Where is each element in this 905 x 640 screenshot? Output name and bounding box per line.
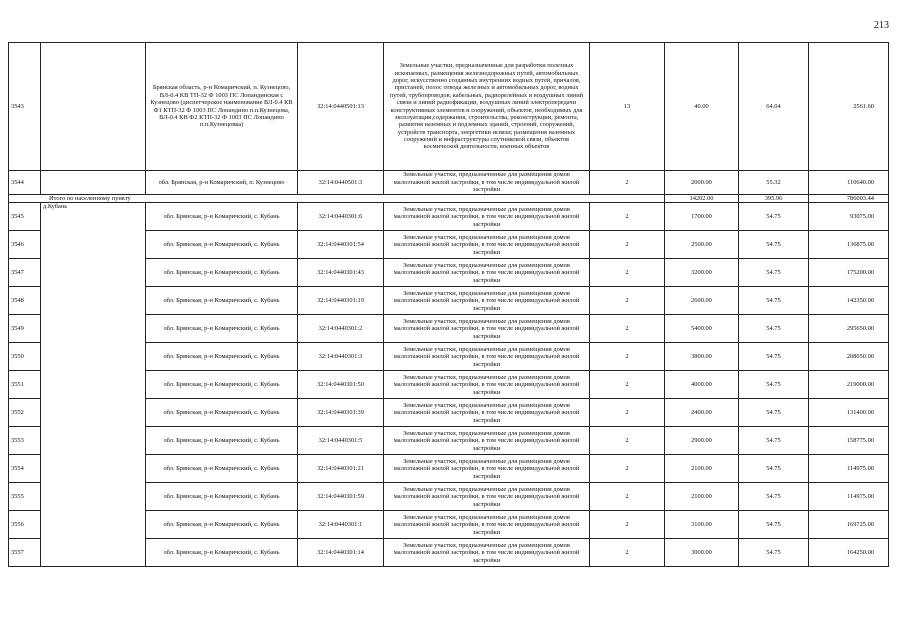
row-number: 3553: [9, 427, 41, 455]
area-cell: 3000.00: [665, 539, 739, 567]
cadastral-number-cell: 32:14:0440301:54: [298, 231, 384, 259]
address-cell: обл. Брянская, р-н Комаричский, п. Кузнецово: [146, 171, 298, 195]
row-number: 3545: [9, 203, 41, 231]
cadastral-number-cell: 32:14:0440301:21: [298, 455, 384, 483]
rate-cell: 54.75: [739, 455, 809, 483]
address-cell: Брянская область, р-н Комаричский, п. Кузнецово, ВЛ-0.4 КВ ТП-32 Ф 1003 ПС Лопандинская с Кузнецово (диспетчерское наименование ВЛ-0.4 КВ Ф1 КТП-32 Ф 1003 ПС Лопандино п.п.Кузнецова, ВЛ-0.4 КВ Ф2 КТП-32 Ф 1003 ПС Лопандино п.п.Кузнецовка): [146, 43, 298, 171]
table-row: [9, 171, 889, 195]
area-cell: 2100.00: [665, 455, 739, 483]
rate-cell: 54.75: [739, 231, 809, 259]
category-code-cell: 2: [590, 511, 665, 539]
row-number: 3555: [9, 483, 41, 511]
area-cell: 40.00: [665, 43, 739, 171]
row-number: 3550: [9, 343, 41, 371]
category-code-cell: 2: [590, 371, 665, 399]
address-cell: обл. Брянская, р-н Комаричский, с. Кубань: [146, 455, 298, 483]
rate-cell: 54.75: [739, 399, 809, 427]
cadastral-number-cell: 32:14:0440301:59: [298, 483, 384, 511]
cadastral-number-cell: 32:14:0440301:39: [298, 399, 384, 427]
cadastral-number-cell: 32:14:0440501:3: [298, 171, 384, 195]
cadastral-number-cell: 32:14:0440301:43: [298, 259, 384, 287]
page-number: 213: [874, 20, 889, 31]
row-number: 3546: [9, 231, 41, 259]
land-purpose-cell: Земельные участки, предназначенные для размещения домов малоэтажной жилой застройки, в том числе индивидуальной жилой застройки: [384, 203, 590, 231]
row-number: 3548: [9, 287, 41, 315]
land-purpose-cell: Земельные участки, предназначенные для размещения домов малоэтажной жилой застройки, в том числе индивидуальной жилой застройки: [384, 399, 590, 427]
rate-cell: 54.75: [739, 203, 809, 231]
address-cell: обл. Брянская, р-н Комаричский, с. Кубань: [146, 539, 298, 567]
cadastral-number-cell: 32:14:0440301:50: [298, 371, 384, 399]
land-purpose-cell: Земельные участки, предназначенные для разработки полезных ископаемых, размещения железнодорожных путей, автомобильных дорог, искусственно созданных внутренних водных путей, причалов, пристаней, полос отвода железных и автомобильных дорог, водных путей, трубопроводов, кабельных, радиорелейных и воздушных линий связи и линий радиофикации, воздушных линий электропередачи конструктивных элементов и сооружений, объектов, необходимых для эксплуатации,содержания, строительства, реконструкции, ремонта, развития наземных и подземных зданий, строений, сооружений, устройств транспорта, энергетики исвязи; размещения наземных сооружений и инфраструктуры спутниковой связи, объектов космической деятельности, военных объектов: [384, 43, 590, 171]
category-code-cell: 2: [590, 171, 665, 195]
land-purpose-cell: Земельные участки, предназначенные для размещения домов малоэтажной жилой застройки, в том числе индивидуальной жилой застройки: [384, 259, 590, 287]
land-purpose-cell: Земельные участки, предназначенные для размещения домов малоэтажной жилой застройки, в том числе индивидуальной жилой застройки: [384, 539, 590, 567]
table-row: [9, 203, 889, 231]
cadastral-value-cell: 2561.60: [809, 43, 889, 171]
cadastral-number-cell: 32:14:0440301:6: [298, 203, 384, 231]
cadastral-value-cell: 169725.00: [809, 511, 889, 539]
row-number: 3556: [9, 511, 41, 539]
category-code-cell: 2: [590, 455, 665, 483]
category-code-cell: 2: [590, 315, 665, 343]
cadastral-number-cell: 32:14:0440301:19: [298, 287, 384, 315]
address-cell: обл. Брянская, р-н Комаричский, с. Кубань: [146, 483, 298, 511]
rate-cell: 54.75: [739, 483, 809, 511]
cadastral-value-cell: 93075.00: [809, 203, 889, 231]
address-cell: обл. Брянская, р-н Комаричский, с. Кубань: [146, 371, 298, 399]
rate-cell: 54.75: [739, 259, 809, 287]
cadastral-number-cell: 32:14:0440301:3: [298, 343, 384, 371]
row-number: 3551: [9, 371, 41, 399]
cadastral-value-cell: 219000.00: [809, 371, 889, 399]
row-number: 3549: [9, 315, 41, 343]
category-code-cell: 2: [590, 203, 665, 231]
area-cell: 1700.00: [665, 203, 739, 231]
settlement-total-row: [9, 195, 889, 203]
land-purpose-cell: Земельные участки, предназначенные для размещения домов малоэтажной жилой застройки, в том числе индивидуальной жилой застройки: [384, 371, 590, 399]
rate-cell: 54.75: [739, 315, 809, 343]
cadastral-number-cell: 32:14:0440301:5: [298, 427, 384, 455]
rate-cell: 54.75: [739, 511, 809, 539]
cadastral-number-cell: 32:14:0440301:14: [298, 539, 384, 567]
area-cell: 2500.00: [665, 231, 739, 259]
settlement-cell: [41, 171, 146, 195]
address-cell: обл. Брянская, р-н Комаричский, с. Кубань: [146, 203, 298, 231]
settlement-cell: д.Кубань: [41, 203, 146, 567]
rate-cell: 54.75: [739, 343, 809, 371]
area-cell: 5400.00: [665, 315, 739, 343]
cadastral-value-cell: 158775.00: [809, 427, 889, 455]
category-code-cell: 2: [590, 399, 665, 427]
row-number: 3552: [9, 399, 41, 427]
settlement-cell: [41, 43, 146, 171]
cadastral-value-cell: 295650.00: [809, 315, 889, 343]
category-code-cell: 2: [590, 539, 665, 567]
cadastral-value-cell: 110640.00: [809, 171, 889, 195]
area-cell: 3100.00: [665, 511, 739, 539]
total-rate-cell: 395.96: [739, 195, 809, 203]
cadastral-value-cell: 131400.00: [809, 399, 889, 427]
area-cell: 2400.00: [665, 399, 739, 427]
land-purpose-cell: Земельные участки, предназначенные для размещения домов малоэтажной жилой застройки, в том числе индивидуальной жилой застройки: [384, 287, 590, 315]
table-body: [9, 43, 889, 567]
cadastral-number-cell: 32:14:0440501:13: [298, 43, 384, 171]
row-number: 3554: [9, 455, 41, 483]
category-code-cell: 2: [590, 483, 665, 511]
area-cell: 2000.00: [665, 171, 739, 195]
row-number: 3544: [9, 171, 41, 195]
land-purpose-cell: Земельные участки, предназначенные для размещения домов малоэтажной жилой застройки, в том числе индивидуальной жилой застройки: [384, 427, 590, 455]
rate-cell: 54.75: [739, 539, 809, 567]
land-parcels-table: [8, 42, 889, 567]
category-code-cell: 2: [590, 427, 665, 455]
total-label: Итого по населенному пункту: [9, 195, 665, 203]
land-purpose-cell: Земельные участки, предназначенные для размещения домов малоэтажной жилой застройки, в том числе индивидуальной жилой застройки: [384, 315, 590, 343]
address-cell: обл. Брянская, р-н Комаричский, с. Кубань: [146, 399, 298, 427]
address-cell: обл. Брянская, р-н Комаричский, с. Кубань: [146, 427, 298, 455]
cadastral-number-cell: 32:14:0440301:2: [298, 315, 384, 343]
address-cell: обл. Брянская, р-н Комаричский, с. Кубань: [146, 511, 298, 539]
land-purpose-cell: Земельные участки, предназначенные для размещения домов малоэтажной жилой застройки, в том числе индивидуальной жилой застройки: [384, 483, 590, 511]
total-area-cell: 14202.00: [665, 195, 739, 203]
total-value-cell: 786003.44: [809, 195, 889, 203]
category-code-cell: 2: [590, 343, 665, 371]
cadastral-value-cell: 114975.00: [809, 483, 889, 511]
address-cell: обл. Брянская, р-н Комаричский, с. Кубань: [146, 231, 298, 259]
land-purpose-cell: Земельные участки, предназначенные для размещения домов малоэтажной жилой застройки, в том числе индивидуальной жилой застройки: [384, 343, 590, 371]
category-code-cell: 13: [590, 43, 665, 171]
area-cell: 2900.00: [665, 427, 739, 455]
cadastral-value-cell: 175200.00: [809, 259, 889, 287]
row-number: 3543: [9, 43, 41, 171]
address-cell: обл. Брянская, р-н Комаричский, с. Кубань: [146, 343, 298, 371]
land-purpose-cell: Земельные участки, предназначенные для размещения домов малоэтажной жилой застройки, в том числе индивидуальной жилой застройки: [384, 511, 590, 539]
category-code-cell: 2: [590, 259, 665, 287]
rate-cell: 54.75: [739, 371, 809, 399]
cadastral-value-cell: 142350.00: [809, 287, 889, 315]
area-cell: 3200.00: [665, 259, 739, 287]
area-cell: 4000.00: [665, 371, 739, 399]
rate-cell: 54.75: [739, 427, 809, 455]
rate-cell: 55.32: [739, 171, 809, 195]
area-cell: 2600.00: [665, 287, 739, 315]
cadastral-value-cell: 114975.00: [809, 455, 889, 483]
cadastral-number-cell: 32:14:0440301:1: [298, 511, 384, 539]
row-number: 3547: [9, 259, 41, 287]
address-cell: обл. Брянская, р-н Комаричский, с. Кубань: [146, 287, 298, 315]
cadastral-value-cell: 136875.00: [809, 231, 889, 259]
address-cell: обл. Брянская, р-н Комаричский, с. Кубань: [146, 259, 298, 287]
area-cell: 2100.00: [665, 483, 739, 511]
land-purpose-cell: Земельные участки, предназначенные для размещения домов малоэтажной жилой застройки, в том числе индивидуальной жилой застройки: [384, 171, 590, 195]
category-code-cell: 2: [590, 287, 665, 315]
category-code-cell: 2: [590, 231, 665, 259]
cadastral-value-cell: 208050.00: [809, 343, 889, 371]
cadastral-value-cell: 164250.00: [809, 539, 889, 567]
address-cell: обл. Брянская, р-н Комаричский, с. Кубань: [146, 315, 298, 343]
area-cell: 3800.00: [665, 343, 739, 371]
rate-cell: 54.75: [739, 287, 809, 315]
land-purpose-cell: Земельные участки, предназначенные для размещения домов малоэтажной жилой застройки, в том числе индивидуальной жилой застройки: [384, 455, 590, 483]
table-row: [9, 43, 889, 171]
rate-cell: 64.04: [739, 43, 809, 171]
row-number: 3557: [9, 539, 41, 567]
land-purpose-cell: Земельные участки, предназначенные для размещения домов малоэтажной жилой застройки, в том числе индивидуальной жилой застройки: [384, 231, 590, 259]
